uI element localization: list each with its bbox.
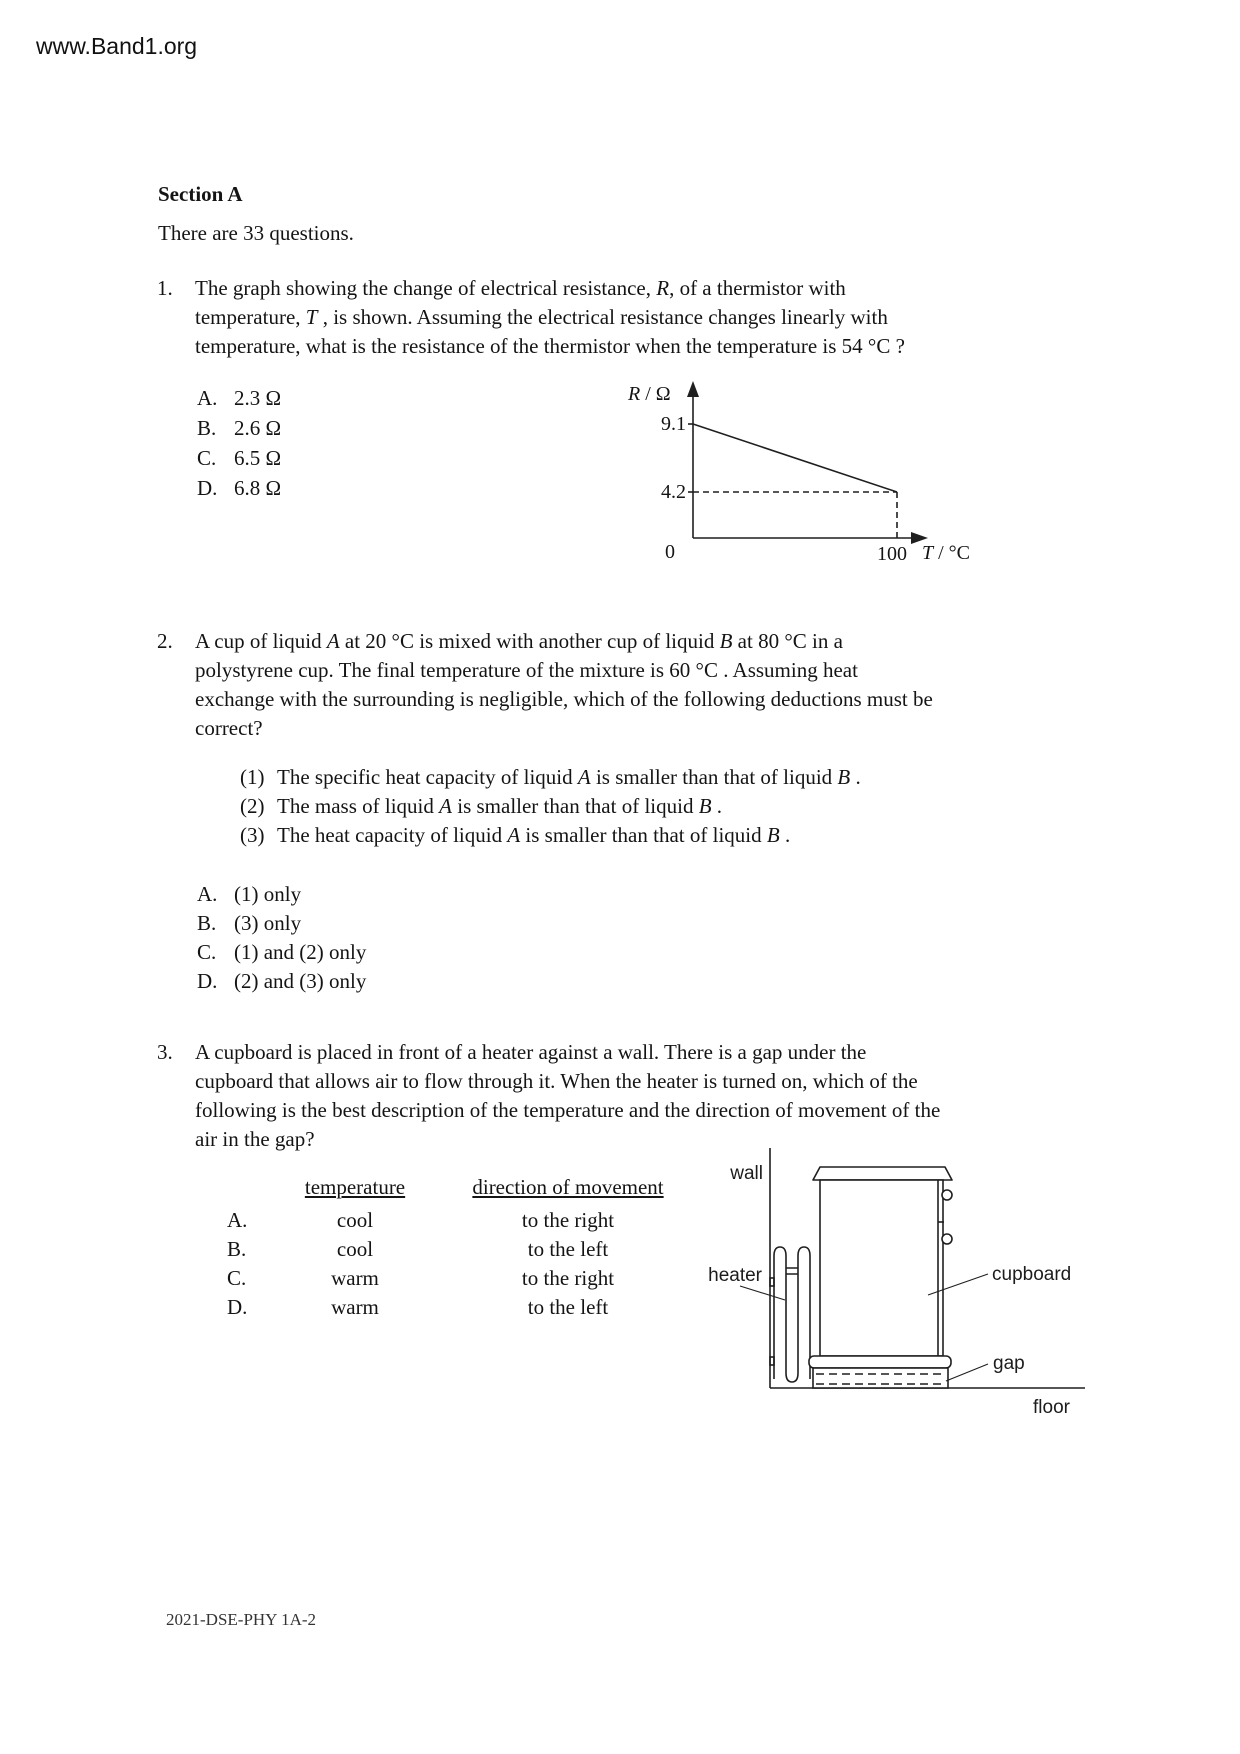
heater-label: heater xyxy=(708,1265,762,1286)
statement-row: (3) The heat capacity of liquid A is smaller than that of liquid B . xyxy=(240,821,861,850)
option-letter: D. xyxy=(197,969,218,993)
cupboard-base-block xyxy=(813,1368,948,1388)
statement-row: (2) The mass of liquid A is smaller than that of liquid B . xyxy=(240,792,861,821)
option-letter: C. xyxy=(197,940,217,964)
data-line xyxy=(693,424,897,492)
option-text: (2) and (3) only xyxy=(234,969,367,993)
option-text: 2.6 Ω xyxy=(234,416,282,440)
q2-line-3: exchange with the surrounding is negligible, which of the following deductions must be xyxy=(195,687,933,711)
table-cell-direction: to the left xyxy=(527,1295,609,1319)
resistance-temperature-graph xyxy=(598,378,971,573)
table-cell-direction: to the right xyxy=(521,1208,615,1232)
x-tick-label: 100 xyxy=(877,543,907,565)
heater-drawing xyxy=(774,1247,810,1382)
table-header-spacer xyxy=(227,1174,280,1206)
table-row-letter: C. xyxy=(227,1266,247,1290)
question-3-text xyxy=(195,1038,940,1154)
gap-label: gap xyxy=(993,1353,1025,1374)
option-letter: B. xyxy=(197,911,217,935)
q2-line-1: A cup of liquid A at 20 °C is mixed with another cup of liquid B at 80 °C in a xyxy=(195,629,843,653)
section-title: Section A xyxy=(158,182,243,206)
y-axis-label: R / Ω xyxy=(628,383,671,405)
option-letter: C. xyxy=(197,446,217,470)
cupboard-heater-diagram xyxy=(700,1145,1100,1425)
q3-line-2: cupboard that allows air to flow through it. When the heater is turned on, which of the xyxy=(195,1069,918,1093)
statement-row: (1) The specific heat capacity of liquid A is smaller than that of liquid B . xyxy=(240,763,861,792)
option-row xyxy=(197,413,281,443)
q1-line-2: temperature, T , is shown. Assuming the electrical resistance changes linearly with xyxy=(195,305,888,329)
question-2-options xyxy=(197,880,366,996)
intro-text: There are 33 questions. xyxy=(158,221,354,245)
q3-line-3: following is the best description of the temperature and the direction of movement of the xyxy=(195,1098,941,1122)
q1-line-1: The graph showing the change of electrical resistance, R, of a thermistor with xyxy=(195,276,846,300)
table-cell-direction: to the right xyxy=(521,1266,615,1290)
option-row xyxy=(197,443,281,473)
table-header-direction: direction of movement xyxy=(472,1175,664,1199)
option-letter: B. xyxy=(197,416,217,440)
option-row xyxy=(197,967,366,996)
question-2-number: 2. xyxy=(157,629,173,653)
q2-line-4: correct? xyxy=(195,716,263,740)
y-tick-label-top: 9.1 xyxy=(661,413,686,435)
option-text: 6.8 Ω xyxy=(234,476,282,500)
table-cell-temperature: warm xyxy=(331,1295,379,1319)
table-cell-temperature: warm xyxy=(331,1266,379,1290)
q3-answer-table xyxy=(227,1174,706,1322)
option-row xyxy=(197,383,281,413)
option-text: (3) only xyxy=(234,911,302,935)
option-text: (1) and (2) only xyxy=(234,940,367,964)
option-text: 6.5 Ω xyxy=(234,446,282,470)
option-text: 2.3 Ω xyxy=(234,386,282,410)
statement-number: (1) xyxy=(240,765,265,789)
cupboard-top-cornice xyxy=(813,1167,952,1180)
cupboard-body xyxy=(820,1180,943,1356)
page-footer-code: 2021-DSE-PHY 1A-2 xyxy=(166,1610,317,1629)
table-cell-temperature: cool xyxy=(336,1208,374,1232)
cupboard-knob-bottom xyxy=(942,1234,952,1244)
cupboard-label: cupboard xyxy=(992,1264,1072,1285)
heater-leader-line xyxy=(740,1286,785,1300)
option-row xyxy=(197,938,366,967)
site-url: www.Band1.org xyxy=(36,33,198,59)
heater-wall-pipe-top xyxy=(770,1278,774,1286)
q3-line-4: air in the gap? xyxy=(195,1127,315,1151)
gap-leader-line xyxy=(946,1364,988,1381)
cupboard-knob-top xyxy=(942,1190,952,1200)
option-row xyxy=(197,880,366,909)
option-row xyxy=(197,473,281,503)
table-row-letter: A. xyxy=(227,1208,248,1232)
heater-wall-pipe-bottom xyxy=(770,1357,774,1365)
wall-label: wall xyxy=(730,1163,763,1184)
option-text: (1) only xyxy=(234,882,302,906)
origin-label: 0 xyxy=(665,541,675,563)
table-row-letter: B. xyxy=(227,1237,247,1261)
y-axis-arrow xyxy=(687,381,699,397)
y-tick-label-bottom: 4.2 xyxy=(661,481,686,503)
question-2-statements xyxy=(240,763,861,850)
statement-number: (2) xyxy=(240,794,265,818)
table-header-temperature: temperature xyxy=(304,1175,406,1199)
q1-line-3: temperature, what is the resistance of the thermistor when the temperature is 54 °C ? xyxy=(195,334,905,358)
floor-label: floor xyxy=(1033,1397,1070,1418)
option-letter: D. xyxy=(197,476,218,500)
table-cell-direction: to the left xyxy=(527,1237,609,1261)
question-2-text xyxy=(195,627,933,743)
option-letter: A. xyxy=(197,386,218,410)
question-1-text xyxy=(195,274,905,361)
statement-number: (3) xyxy=(240,823,265,847)
table-cell-temperature: cool xyxy=(336,1237,374,1261)
cupboard-base-molding xyxy=(809,1356,951,1368)
question-3-number: 3. xyxy=(157,1040,173,1064)
x-axis-label: T / °C xyxy=(922,542,971,564)
option-letter: A. xyxy=(197,882,218,906)
q3-line-1: A cupboard is placed in front of a heater against a wall. There is a gap under the xyxy=(195,1040,867,1064)
question-1-number: 1. xyxy=(157,276,173,300)
question-1-options xyxy=(197,383,281,503)
option-row xyxy=(197,909,366,938)
q2-line-2: polystyrene cup. The final temperature of the mixture is 60 °C . Assuming heat xyxy=(195,658,858,682)
table-row-letter: D. xyxy=(227,1295,248,1319)
